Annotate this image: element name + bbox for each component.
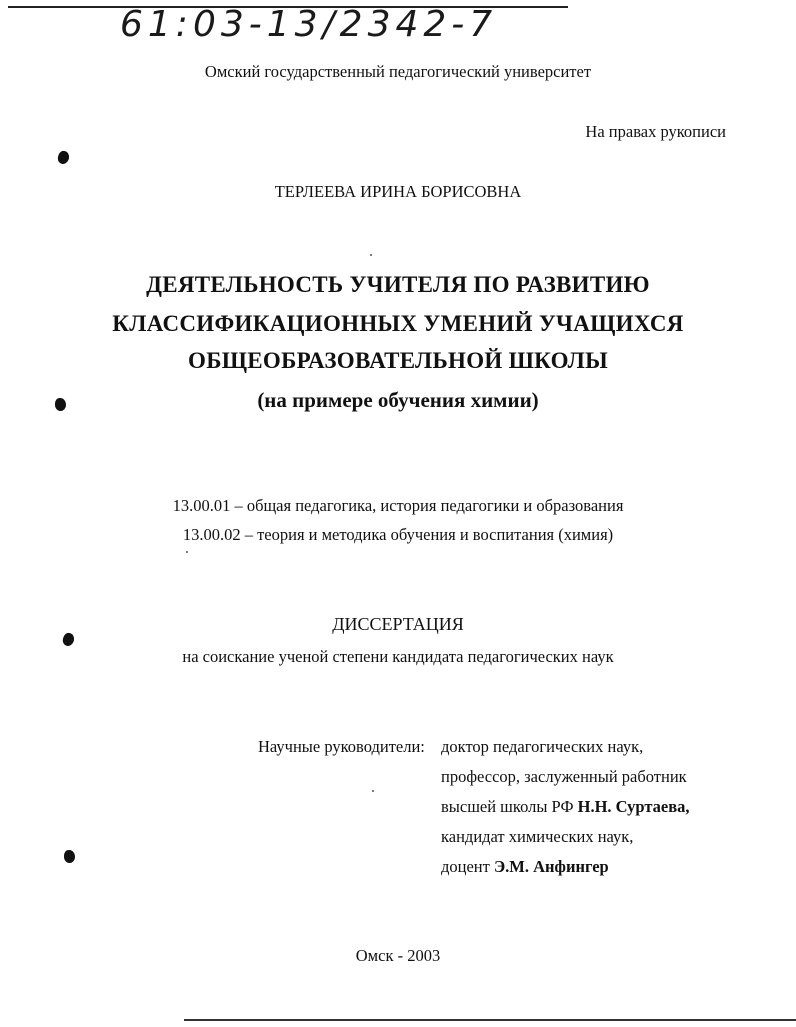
title-line-2: КЛАССИФИКАЦИОННЫХ УМЕНИЙ УЧАЩИХСЯ bbox=[112, 311, 684, 336]
university-name: Омский государственный педагогический университет bbox=[204, 62, 592, 81]
advisor-line-5 bbox=[441, 857, 609, 877]
bottom-rule bbox=[184, 1019, 796, 1021]
advisor-name-2: Э.М. Анфингер bbox=[493, 857, 609, 876]
binding-mark bbox=[55, 398, 66, 411]
advisor-name-1: Н.Н. Суртаева, bbox=[577, 797, 690, 816]
title-line-1: ДЕЯТЕЛЬНОСТЬ УЧИТЕЛЯ ПО РАЗВИТИЮ bbox=[146, 272, 650, 297]
specialty-2: 13.00.02 – теория и методика обучения и воспитания (химия) bbox=[182, 525, 614, 544]
speck bbox=[372, 790, 374, 792]
advisor-line-3 bbox=[441, 797, 690, 817]
advisor-line-3-prefix: высшей школы РФ bbox=[441, 797, 574, 816]
rights-note: На правах рукописи bbox=[585, 122, 726, 141]
specialty-1: 13.00.01 – общая педагогика, история педагогики и образования bbox=[172, 496, 624, 515]
advisor-line-5-prefix: доцент bbox=[441, 857, 490, 876]
advisor-line-2: профессор, заслуженный работник bbox=[441, 767, 687, 786]
binding-mark bbox=[56, 150, 71, 166]
advisor-line-1: доктор педагогических наук, bbox=[441, 737, 644, 756]
binding-mark bbox=[64, 850, 75, 863]
advisor-line-4: кандидат химических наук, bbox=[441, 827, 634, 846]
degree: на соискание ученой степени кандидата педагогических наук bbox=[182, 647, 614, 666]
work-type: ДИССЕРТАЦИЯ bbox=[332, 614, 464, 634]
speck bbox=[370, 254, 372, 256]
subtitle: (на примере обучения химии) bbox=[257, 388, 539, 412]
place-year: Омск - 2003 bbox=[355, 946, 441, 965]
title-line-3: ОБЩЕОБРАЗОВАТЕЛЬНОЙ ШКОЛЫ bbox=[188, 348, 608, 373]
speck bbox=[186, 551, 188, 553]
advisors-label: Научные руководители: bbox=[258, 737, 425, 756]
archive-number: 61:03-13/2342-7 bbox=[120, 4, 498, 45]
author-name: ТЕРЛЕЕВА ИРИНА БОРИСОВНА bbox=[274, 182, 522, 201]
